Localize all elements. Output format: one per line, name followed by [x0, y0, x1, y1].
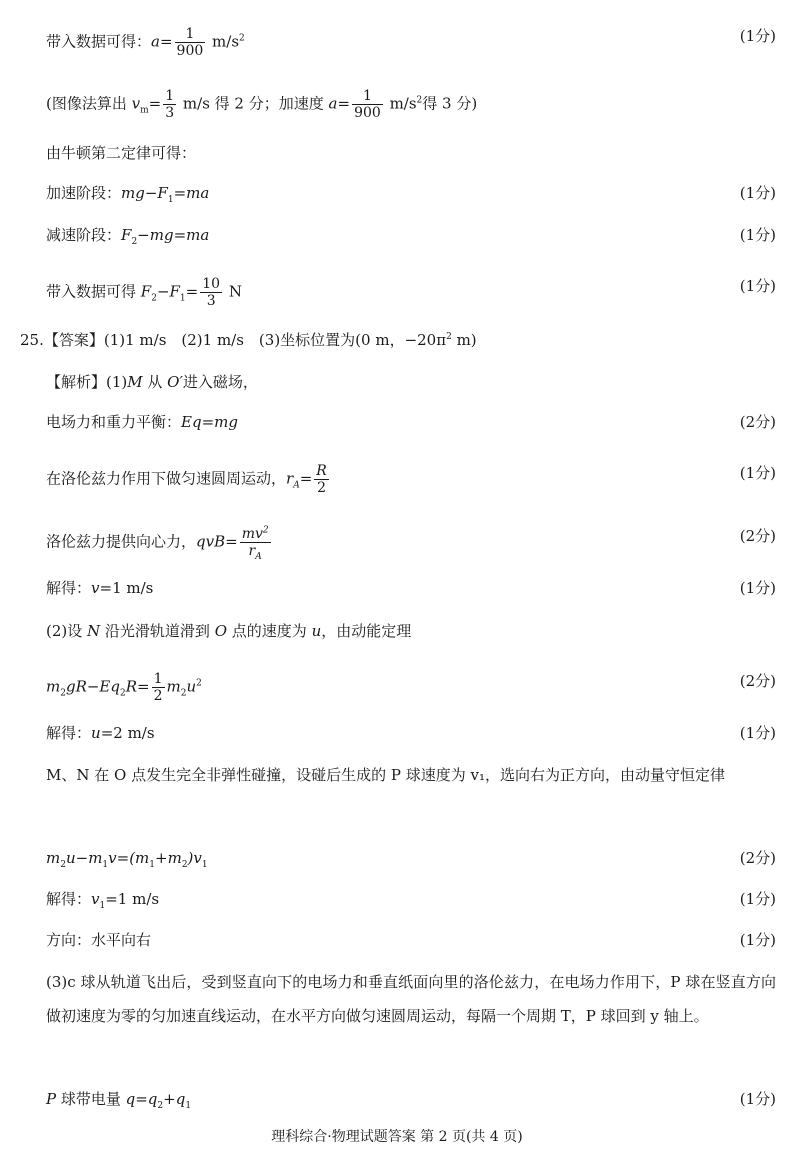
- fraction: $\frac{R}{2}$: [316, 463, 327, 496]
- score-label: (2分): [739, 849, 776, 867]
- score-label: (1分): [739, 226, 776, 244]
- score-label: (2分): [739, 527, 776, 545]
- text-line: 带入数据可得 $F_2-F_1=$ $\frac{10}{3}$ N: [46, 276, 242, 309]
- score-label: (1分): [739, 724, 776, 742]
- fraction: $\frac{10}{3}$: [202, 276, 221, 309]
- fraction: $\frac{1}{3}$: [165, 88, 175, 121]
- text-line: 电场力和重力平衡：Eq=mg: [46, 413, 238, 431]
- fraction: $\frac{1}{900}$: [176, 26, 204, 59]
- text-line: P 球带电量 $q=q_2+q_1$: [46, 1090, 192, 1111]
- score-label: (1分): [739, 890, 776, 908]
- score-label: (2分): [739, 672, 776, 690]
- text-line: $m_2gR-Eq_2R=$ $\frac{1}{2}$ $m_2u^2$: [46, 671, 202, 704]
- paragraph: (3)c 球从轨道飞出后，受到竖直向下的电场力和垂直纸面向里的洛伦兹力，在电场力作用下，P 球在竖直方向做初速度为零的匀加速直线运动，在水平方向做匀速圆周运动，每隔一个周期 T，P 球回到 y 轴上。: [46, 973, 776, 1025]
- text-line: (图像法算出 $v_m=$ $\frac{1}{3}$ m/s 得 2 分；加速度 a= $\frac{1}{900}$ $m/s^2$得 3 分): [46, 88, 478, 121]
- score-label: (1分): [739, 184, 776, 202]
- text-line: (2)设 N 沿光滑轨道滑到 O 点的速度为 u，由动能定理: [46, 622, 412, 640]
- score-label: (1分): [739, 27, 776, 45]
- fraction: $\frac{1}{2}$: [153, 671, 163, 704]
- fraction: $\frac{mv^2}{r_A}$: [241, 525, 269, 562]
- text-line: 加速阶段：$mg-F_1=ma$: [46, 184, 210, 205]
- score-label: (1分): [739, 1090, 776, 1108]
- text-line: 解得：v=1 m/s: [46, 579, 154, 597]
- text-line: 在洛伦兹力作用下做匀速圆周运动，$r_A=$ $\frac{R}{2}$: [46, 463, 327, 496]
- text-line: 减速阶段：$F_2-mg=ma$: [46, 226, 210, 247]
- page-footer: 理科综合·物理试题答案 第 2 页(共 4 页): [271, 1129, 523, 1145]
- paragraph: M、N 在 O 点发生完全非弹性碰撞，设碰后生成的 P 球速度为 v₁，选向右为正方向，由动量守恒定律: [46, 766, 725, 784]
- text-line: 由牛顿第二定律可得：: [46, 144, 197, 162]
- fraction: $\frac{1}{900}$: [354, 88, 381, 121]
- score-label: (1分): [739, 931, 776, 949]
- text-line: 解得：u=2 m/s: [46, 724, 155, 742]
- text-line: 方向：水平向右: [46, 931, 152, 949]
- score-label: (1分): [739, 464, 776, 482]
- text-line: 【解析】(1)M 从 O′进入磁场，: [46, 373, 258, 391]
- text-line: 解得：$v_1=1$ m/s: [46, 890, 160, 911]
- score-label: (2分): [739, 413, 776, 431]
- score-label: (1分): [739, 277, 776, 295]
- score-label: (1分): [739, 579, 776, 597]
- text-line: 带入数据可得：a= $\frac{1}{900}$ $m/s^2$: [46, 26, 245, 59]
- text-line: $m_2u-m_1v=(m_1+m_2)v_1$: [46, 849, 208, 870]
- text-line: 洛伦兹力提供向心力，qvB= $\frac{mv^2}{r_A}$: [46, 525, 269, 562]
- question-25-answer: 25.【答案】(1)1 m/s (2)1 m/s (3)坐标位置为(0 m，$-20\pi^2$ m): [20, 331, 477, 349]
